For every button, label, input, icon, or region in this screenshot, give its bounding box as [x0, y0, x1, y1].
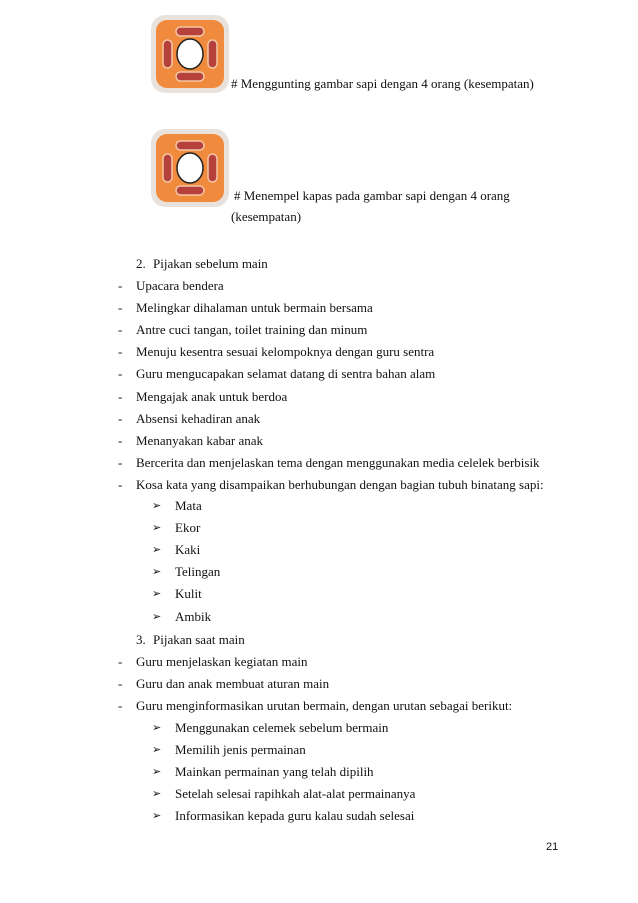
arrow-bullet-icon: ➢ — [152, 565, 162, 579]
list-item-text: Bercerita dan menjelaskan tema dengan menggunakan media celelek berbisik — [136, 454, 540, 470]
page-number: 21 — [546, 841, 559, 853]
list-item-text: Setelah selesai rapihkah alat-alat permainanya — [175, 786, 416, 802]
image-caption: # Menempel kapas pada gambar sapi dengan 4 orang — [234, 188, 510, 203]
dash-bullet: - — [118, 388, 123, 404]
arrow-bullet-icon: ➢ — [152, 721, 162, 734]
arrow-bullet-icon: ➢ — [152, 787, 162, 801]
section-number: 3. — [136, 632, 146, 647]
arrow-bullet-icon: ➢ — [152, 809, 162, 823]
list-item-text: Menuju kesentra sesuai kelompoknya dengan guru sentra — [136, 344, 435, 360]
game-pad-icon — [150, 14, 230, 94]
dash-bullet: - — [118, 300, 123, 316]
image-caption: (kesempatan) — [231, 209, 302, 224]
list-item-text: Guru dan anak membuat aturan main — [136, 676, 330, 692]
list-item-text: Telingan — [175, 564, 221, 580]
dash-bullet: - — [118, 476, 123, 492]
dash-bullet: - — [118, 366, 123, 382]
dash-bullet: - — [118, 322, 123, 338]
section-number: 2. — [136, 256, 146, 271]
list-item-text: Menggunakan celemek sebelum bermain — [175, 720, 389, 735]
list-item-text: Mata — [175, 498, 202, 513]
dash-bullet: - — [118, 410, 123, 426]
dash-bullet: - — [118, 698, 123, 714]
list-item-text: Kulit — [175, 586, 202, 602]
arrow-bullet-icon: ➢ — [152, 543, 162, 557]
list-item-text: Memilih jenis permainan — [175, 742, 306, 758]
list-item-text: Guru menjelaskan kegiatan main — [136, 654, 308, 669]
list-item-text: Informasikan kepada guru kalau sudah selesai — [175, 808, 415, 824]
dash-bullet: - — [118, 432, 123, 448]
arrow-bullet-icon: ➢ — [152, 743, 162, 757]
arrow-bullet-icon: ➢ — [152, 499, 162, 512]
list-item-text: Mengajak anak untuk berdoa — [136, 388, 288, 404]
list-item-text: Melingkar dihalaman untuk bermain bersama — [136, 300, 373, 316]
arrow-bullet-icon: ➢ — [152, 587, 162, 601]
game-pad-icon — [150, 128, 230, 208]
image-caption: # Menggunting gambar sapi dengan 4 orang (kesempatan) — [231, 76, 534, 91]
list-item-text: Absensi kehadiran anak — [136, 410, 261, 426]
list-item-text: Antre cuci tangan, toilet training dan minum — [136, 322, 368, 338]
dash-bullet: - — [118, 344, 123, 360]
dash-bullet: - — [118, 278, 123, 293]
arrow-bullet-icon: ➢ — [152, 765, 162, 779]
list-item-text: Upacara bendera — [136, 278, 224, 293]
section-title: Pijakan saat main — [153, 632, 245, 647]
dash-bullet: - — [118, 454, 123, 470]
list-item-text: Mainkan permainan yang telah dipilih — [175, 764, 374, 780]
list-item-text: Ambik — [175, 608, 212, 624]
list-item-text: Menanyakan kabar anak — [136, 432, 264, 448]
dash-bullet: - — [118, 676, 123, 692]
section-title: Pijakan sebelum main — [153, 256, 268, 271]
arrow-bullet-icon: ➢ — [152, 521, 162, 535]
arrow-bullet-icon: ➢ — [152, 609, 162, 623]
list-item-text: Kosa kata yang disampaikan berhubungan dengan bagian tubuh binatang sapi: — [136, 476, 544, 492]
dash-bullet: - — [118, 654, 123, 669]
list-item-text: Kaki — [175, 542, 201, 558]
list-item-text: Guru mengucapakan selamat datang di sentra bahan alam — [136, 366, 436, 382]
list-item-text: Ekor — [175, 520, 201, 536]
list-item-text: Guru menginformasikan urutan bermain, dengan urutan sebagai berikut: — [136, 698, 513, 714]
